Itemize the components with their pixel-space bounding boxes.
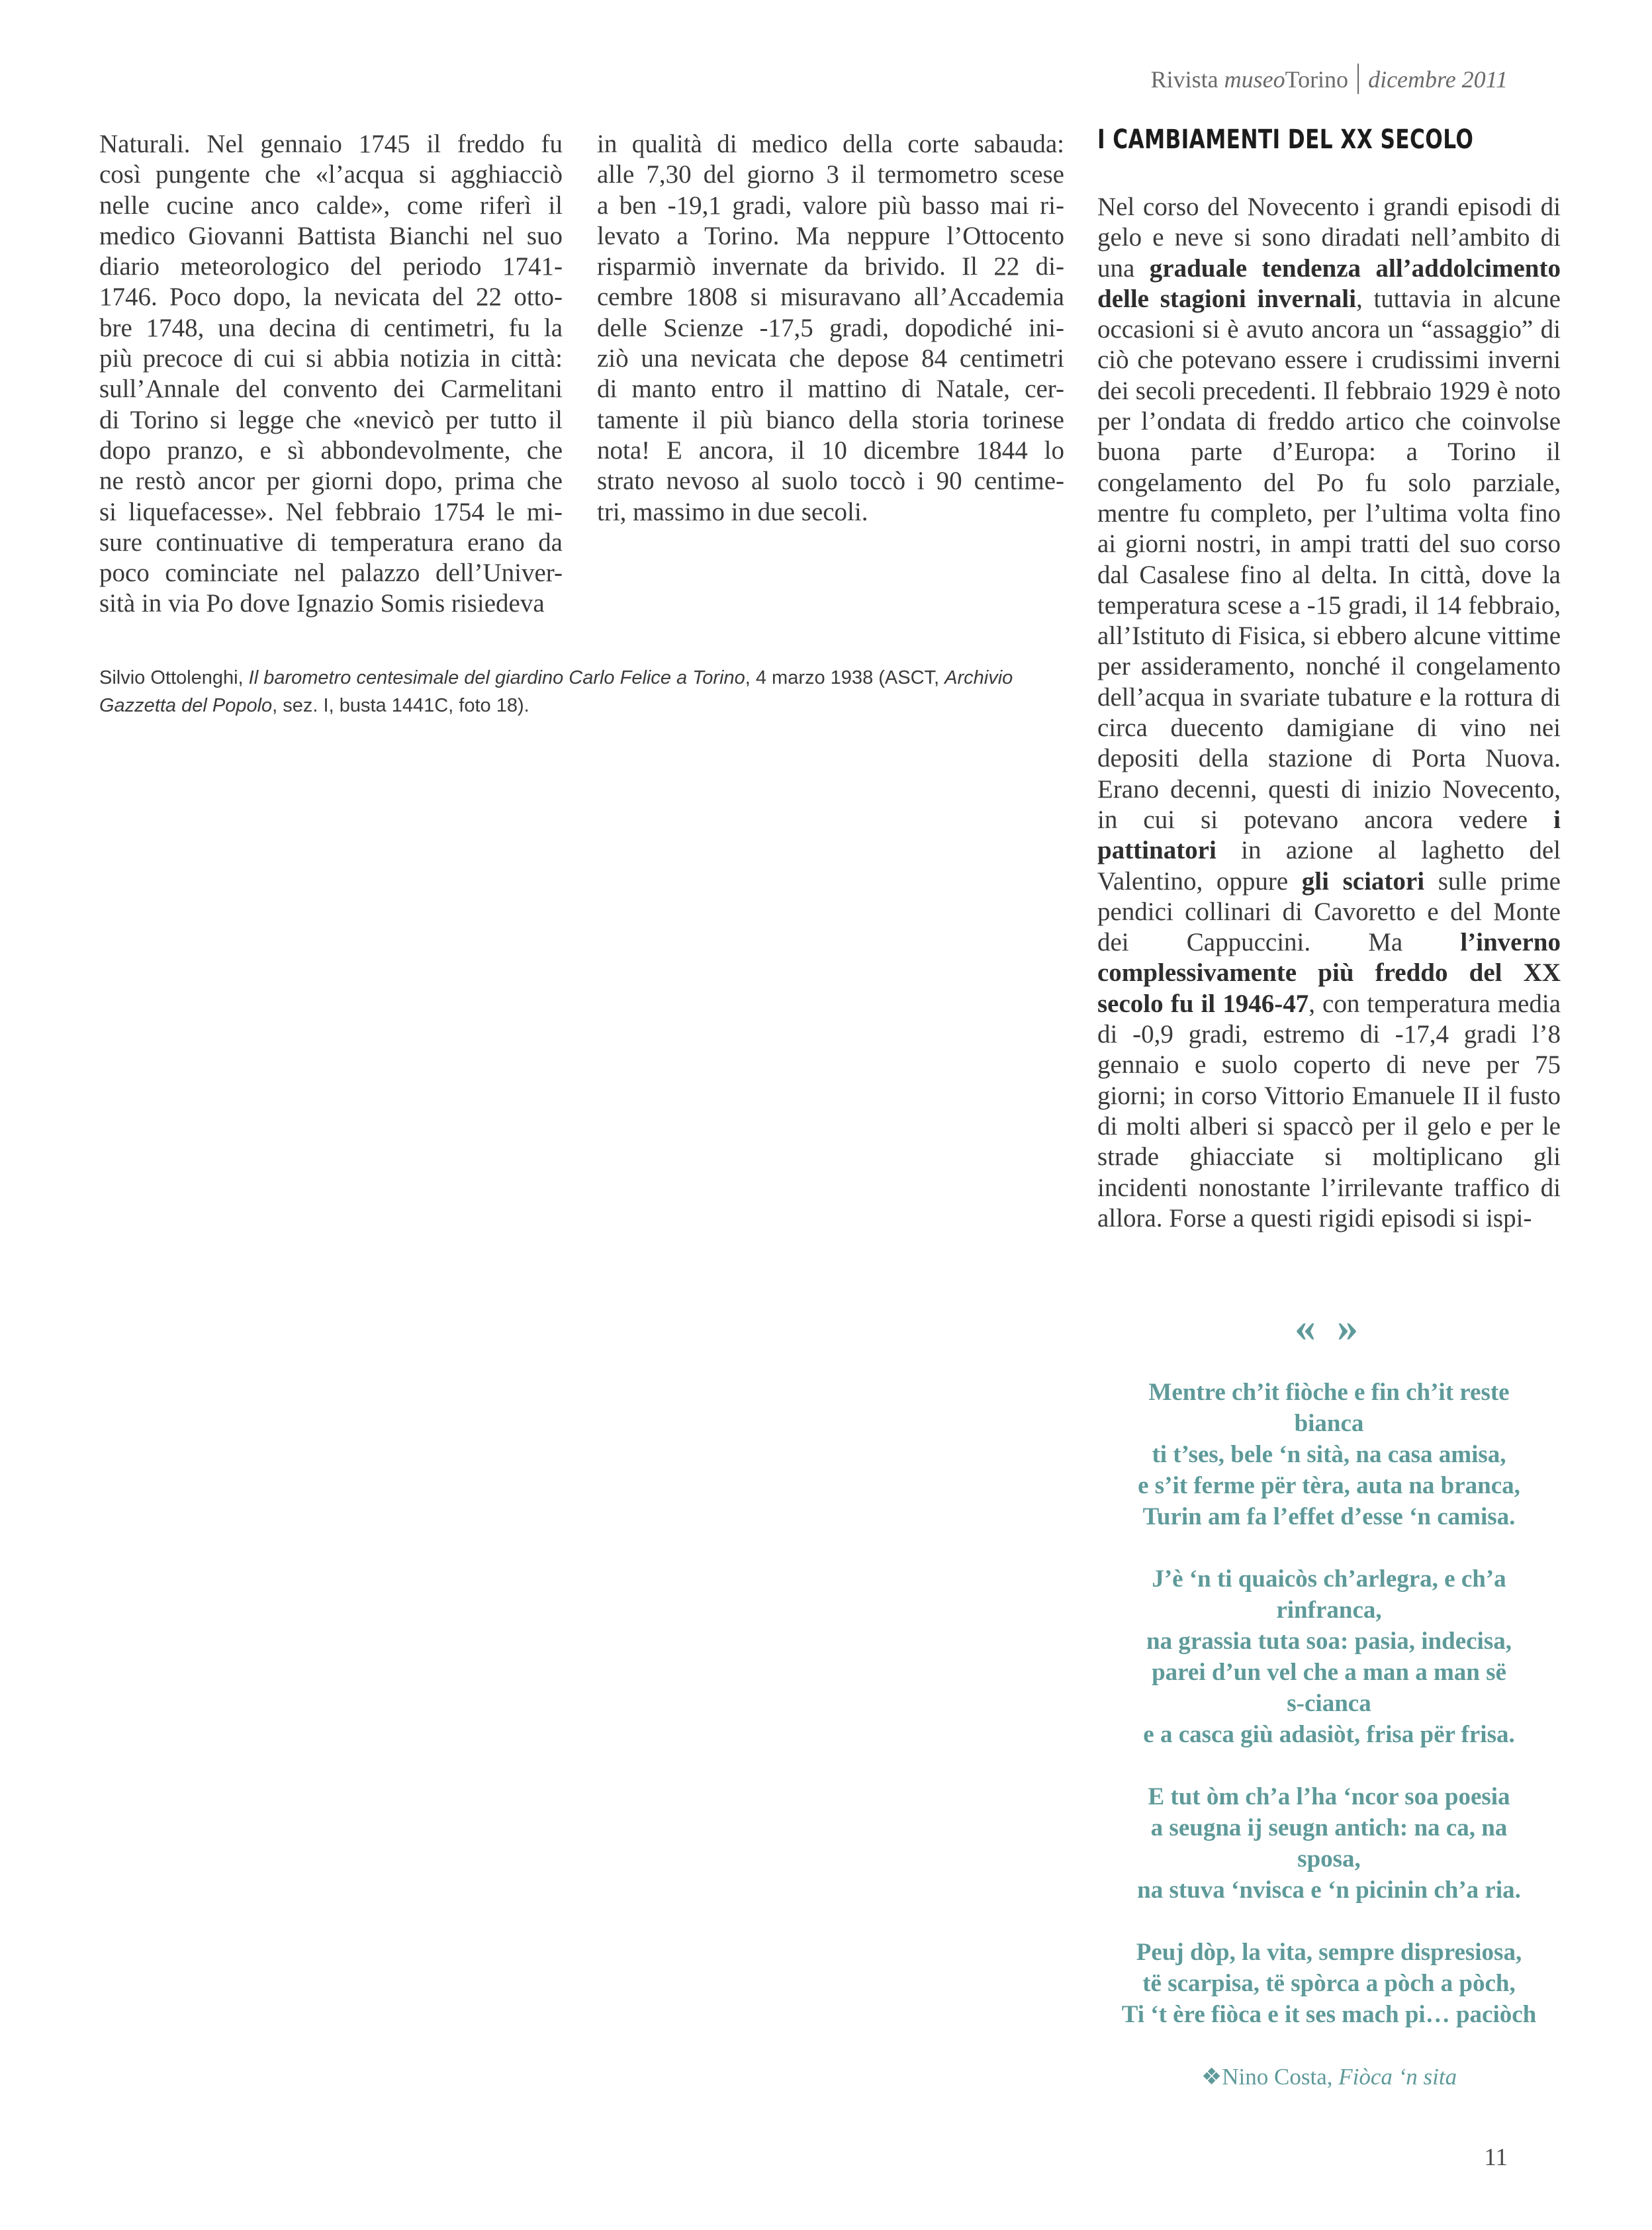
caption-author: Silvio Ottolenghi, (99, 667, 249, 688)
paragraph-text: sulle prime pendici collinari di Cavoretto e del Monte dei Cappuccini. Ma (1097, 866, 1561, 957)
poem-line: ti t’ses, bele ‘n sità, na casa amisa, (1152, 1441, 1506, 1468)
caption-middle: , 4 marzo 1938 (ASCT, (745, 667, 945, 688)
caption-archive: Archivio Gazzetta del Popolo (99, 667, 1013, 716)
poem-line: Turin am fa l’effet d’esse ‘n camisa. (1142, 1503, 1516, 1530)
poem-line: rinfranca, (1276, 1597, 1382, 1624)
text-line: Naturali. Nel gennaio 1745 il freddo fu (99, 130, 563, 158)
text-line: in qualità di medico della corte sabauda: (597, 130, 1064, 158)
poem-line: Ti ‘t ère fiòca e it ses mach pi… paciòch (1121, 2001, 1537, 2028)
poem-line: a seugna ij seugn antich: na ca, na (1150, 1814, 1508, 1841)
running-header (1151, 64, 1508, 94)
text-line: delle Scienze -17,5 gradi, dopodiché ini- (597, 313, 1064, 342)
text-line: cembre 1808 si misuravano all’Accademia (597, 283, 1064, 312)
poem-line: e s’it ferme për tèra, auta na branca, (1138, 1472, 1520, 1499)
text-line: sull’Annale del convento dei Carmelitani (99, 375, 563, 404)
poem-line: Mentre ch’it fiòche e fin ch’it reste (1148, 1379, 1510, 1406)
text-line: sità in via Po dove Ignazio Somis risiedeva (99, 589, 545, 618)
attribution-ornament-icon: ❖ (1201, 2064, 1222, 2090)
text-line: a ben -19,1 gradi, valore più basso mai ri- (597, 191, 1064, 220)
text-line: levato a Torino. Ma neppure l’Ottocento (597, 221, 1064, 250)
text-line: tamente il più bianco della storia torinese (597, 405, 1064, 434)
poem-line: e a casca giù adasiòt, frisa për frisa. (1143, 1721, 1515, 1748)
quote-marks-icon: « » (1295, 1303, 1363, 1350)
text-line: dopo pranzo, e sì abbondevolmente, che (99, 436, 563, 465)
text-line: diario meteorologico del periodo 1741- (99, 252, 563, 281)
poem-line: sposa, (1297, 1845, 1361, 1873)
attribution-title: Fiòca ‘n sita (1338, 2064, 1457, 2090)
poem-line: bianca (1294, 1410, 1364, 1437)
text-line: nelle cucine anco calde», come riferì il (99, 191, 563, 220)
poem-line: E tut òm ch’a l’ha ‘ncor soa poesia (1148, 1783, 1510, 1810)
section-title: I CAMBIAMENTI DEL XX SECOLO (1097, 124, 1474, 155)
text-line: 1746. Poco dopo, la nevicata del 22 otto- (99, 283, 563, 312)
paragraph-text: in azione al laghetto del Valentino, oppure (1097, 836, 1561, 896)
poem-attribution (1097, 2064, 1561, 2090)
poem-stanza (1097, 1377, 1561, 1532)
paragraph-bold: graduale tendenza all’addolcimento delle stagioni invernali (1097, 254, 1561, 313)
text-line: alle 7,30 del giorno 3 il termometro scese (597, 160, 1064, 189)
poem-stanza (1097, 1781, 1561, 1906)
publication-suffix: Torino (1285, 66, 1349, 93)
poem-line: parei d’un vel che a man a man së (1152, 1659, 1506, 1686)
poem-line: të scarpisa, të spòrca a pòch a pòch, (1142, 1970, 1516, 1997)
paragraph-text: Nel corso del Novecento i grandi episodi di gelo e neve si sono diradati nell’ambito di una (1097, 193, 1561, 283)
text-line: ne restò ancor per giorni dopo, prima che (99, 467, 563, 496)
poem (1097, 1377, 1561, 2061)
text-line: risparmiò invernate da brivido. Il 22 di- (597, 252, 1064, 281)
paragraph-bold: l’inverno complessivamente più freddo del XX secolo fu il 1946-47 (1097, 928, 1561, 1018)
text-column-middle (597, 129, 1064, 528)
poem-line: na grassia tuta soa: pasia, indecisa, (1146, 1628, 1512, 1655)
paragraph-text: , con temperatura media di -0,9 gradi, estremo di -17,4 gradi l’8 gennaio e suolo coperto di neve per 75 giorni; in corso Vittorio Emanuele II il fusto di molti alberi si spaccò per il gelo e per le strade ghiacciate si moltiplicano gli incidenti nonostante l’irrilevante traffico di allora. Forse a questi rigidi episodi si ispi- (1097, 989, 1561, 1232)
text-line: più precoce di cui si abbia notizia in città: (99, 344, 563, 373)
poem-stanza (1097, 1563, 1561, 1750)
text-line: medico Giovanni Battista Bianchi nel suo (99, 221, 563, 250)
paragraph-bold: i pattinatori (1097, 805, 1561, 865)
poem-line: J’è ‘n ti quaicòs ch’arlegra, e ch’a (1152, 1565, 1506, 1593)
text-line: nota! E ancora, il 10 dicembre 1844 lo (597, 436, 1064, 465)
text-line: si liquefacesse». Nel febbraio 1754 le mi- (99, 497, 563, 526)
text-line: ziò una nevicata che depose 84 centimetri (597, 344, 1064, 373)
text-line: di manto entro il mattino di Natale, cer- (597, 375, 1064, 404)
photo-caption (99, 664, 1066, 720)
paragraph-bold: gli sciatori (1301, 866, 1425, 896)
text-column-left (99, 129, 563, 620)
text-column-right (1097, 192, 1561, 1234)
text-line: così pungente che «l’acqua si agghiacciò (99, 160, 563, 189)
text-line: tri, massimo in due secoli. (597, 497, 868, 526)
poem-line: s-cianca (1287, 1690, 1371, 1717)
caption-tail: , sez. I, busta 1441C, foto 18). (272, 695, 529, 716)
publication-prefix: Rivista (1150, 66, 1224, 93)
page-number: 11 (1484, 2144, 1508, 2171)
poem-stanza (1097, 1937, 1561, 2030)
text-line: poco cominciate nel palazzo dell’Univer- (99, 559, 563, 588)
attribution-author: Nino Costa, (1222, 2064, 1339, 2090)
text-line: bre 1748, una decina di centimetri, fu la (99, 313, 563, 342)
text-line: di Torino si legge che «nevicò per tutto il (99, 405, 563, 434)
text-line: strato nevoso al suolo toccò i 90 centime- (597, 467, 1064, 496)
caption-title: Il barometro centesimale del giardino Carlo Felice a Torino (248, 667, 745, 688)
poem-line: na stuva ‘nvisca e ‘n picinin ch’a ria. (1137, 1877, 1521, 1904)
paragraph-text: , tuttavia in alcune occasioni si è avuto ancora un “assaggio” di ciò che potevano essere i crudissimi inverni dei secoli precedenti. Il febbraio 1929 è noto per l’ondata di freddo artico che coinvolse buona parte d’Europa: a Torino il congelamento del Po fu solo parziale, mentre fu completo, per l’ultima volta fino ai giorni nostri, in ampi tratti del suo corso dal Casalese fino al delta. In città, dove la temperatura scese a -15 gradi, il 14 febbraio, all’Istituto di Fisica, si ebbero alcune vittime per assideramento, nonché il congelamento dell’acqua in svariate tubature e la rottura di circa duecento damigiane di vino nei depositi della stazione di Porta Nuova. Erano decenni, questi di inizio Novecento, in cui si potevano ancora vedere (1097, 284, 1561, 834)
publication-italic: museo (1224, 66, 1285, 93)
header-divider (1357, 64, 1359, 94)
issue-date: dicembre 2011 (1368, 66, 1508, 93)
section-paragraph (1097, 192, 1561, 1234)
poem-line: Peuj dòp, la vita, sempre dispresiosa, (1136, 1939, 1522, 1966)
text-line: sure continuative di temperatura erano da (99, 528, 563, 557)
